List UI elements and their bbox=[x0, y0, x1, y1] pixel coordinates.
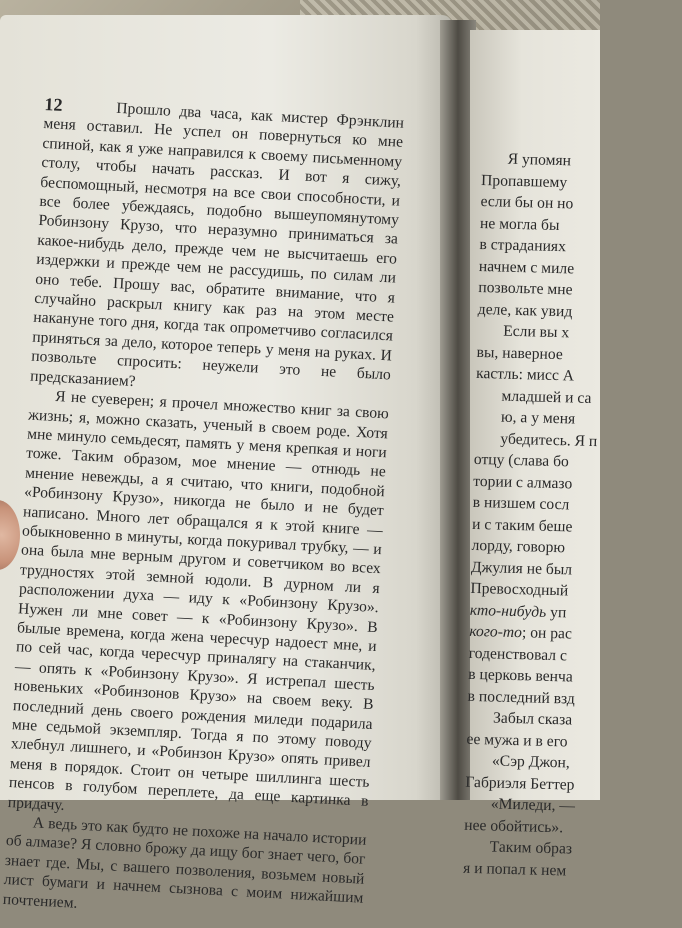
right-page-line: я и попал к нем bbox=[462, 859, 567, 879]
right-page-line: Габриэля Беттер bbox=[465, 773, 575, 794]
right-page-line: нее обойтись». bbox=[464, 816, 564, 836]
right-page-line: годенствовал с bbox=[468, 644, 568, 664]
paragraph-2: Я не суеверен; я прочел множество книг за свою жизнь; я, можно сказать, ученый в своем роде. Хотя мне минуло семьдесят, память у меня крепкая и ноги тоже. Таким образом, мое мнение — отнюдь не мнение невежды, а я считаю, что книги, подобной «Робинзону Крузо», никогда не было и не будет написано. Много лет обращался я к этой книге — обыкновенно в минуты, когда покуривал трубку, — и она была мне верным другом и советчиком во всех трудностях этой земной юдоли. В дурном ли я расположении духа — иду к «Робинзону Крузо». Нужен ли мне совет — к «Робинзону Крузо». В былые времена, когда жена чересчур надоест мне, и по сей час, когда чересчур приналягу на стаканчик, — опять к «Робинзону Крузо». Я истрепал шесть новеньких «Робинзонов Крузо» на своем веку. В последний день своего рождения миледи подарила мне седьмой экземпляр. Тогда я по этому поводу хлебнул лишнего, и «Робинзон Крузо» опять привел меня в порядок. Стоит он четыре шиллинга шесть пенсов в голубом переплете, да еще картинка в придачу. bbox=[7, 388, 390, 814]
right-page-line: если бы он но bbox=[480, 192, 574, 213]
paragraph-3: А ведь это как будто не похоже на начало истории об алмазе? Я словно брожу да ищу бог знает чего, бог знает где. Мы, с вашего позволения, возьмем новый лист бумаги и начнем сызнова с моим нижайшим почтением. bbox=[2, 814, 367, 912]
right-page-line: Джулия не был bbox=[470, 558, 573, 578]
right-page-text bbox=[463, 148, 682, 884]
right-page-line: в низшем сосл bbox=[472, 493, 570, 514]
right-page-line: Я упомян bbox=[507, 150, 572, 170]
right-page-line: Пропавшему bbox=[480, 171, 568, 191]
right-page-line: в последний взд bbox=[467, 687, 576, 708]
left-page bbox=[0, 15, 452, 912]
paragraph-1: Прошло два часа, как мистер Фрэнклин меня оставил. Не успел он повернуться ко мне спиной, как я уже направился к своему письменному столу, чтобы начать рассказ. И вот я сижу, беспомощный, несмотря на все свои способности, и все более убеждаясь, подобно вышеупомянутому Робинзону Крузо, что неразумно приниматься за какое-нибудь дело, прежде чем не высчитаешь его издержки и прежде чем не рассудишь, по силам ли оно тебе. Прошу вас, обратите внимание, что я случайно раскрыл книгу как раз на этом месте накануне того дня, когда так опрометчиво согласился приняться за дело, которое теперь у меня на руках. И позвольте спросить: неужели это не было предсказанием? bbox=[29, 99, 405, 390]
right-page-line: в страданиях bbox=[479, 235, 567, 256]
right-page bbox=[462, 30, 600, 879]
right-page-line: Забыл сказа bbox=[492, 709, 573, 729]
right-page-line: кастль: мисс А bbox=[475, 364, 575, 385]
right-page-line: начнем с миле bbox=[478, 257, 575, 277]
right-page-line: Таким образ bbox=[489, 838, 573, 858]
right-page-line: «Сэр Джон, bbox=[491, 752, 570, 772]
right-page-line: Превосходный bbox=[470, 579, 569, 600]
right-page-line: ю, а у меня bbox=[500, 408, 576, 428]
right-page-line: отцу (слава бо bbox=[473, 450, 570, 471]
right-page-line: и с таким беше bbox=[471, 515, 573, 535]
right-page-line: кого-то; он рас bbox=[469, 622, 573, 643]
right-page-line: убедитесь. Я п bbox=[500, 430, 598, 450]
right-page-line: Если вы х bbox=[502, 322, 570, 342]
right-page-line: в церковь венча bbox=[467, 665, 573, 686]
right-page-line: младшей и са bbox=[501, 387, 592, 407]
page-number: 12 bbox=[44, 94, 64, 115]
right-page-line: ее мужа и в его bbox=[466, 730, 568, 750]
right-page-line: вы, наверное bbox=[476, 343, 564, 363]
right-page-line: лорду, говорю bbox=[471, 536, 566, 557]
right-page-line: «Миледи, — bbox=[490, 795, 576, 815]
right-page-line: кто-нибудь уп bbox=[469, 601, 567, 621]
left-page-text bbox=[2, 95, 404, 928]
right-page-line: тории с алмазо bbox=[473, 472, 573, 492]
right-page-line: не могла бы bbox=[479, 214, 560, 234]
right-page-line: деле, как увид bbox=[477, 300, 573, 320]
right-page-line: позвольте мне bbox=[478, 278, 573, 299]
